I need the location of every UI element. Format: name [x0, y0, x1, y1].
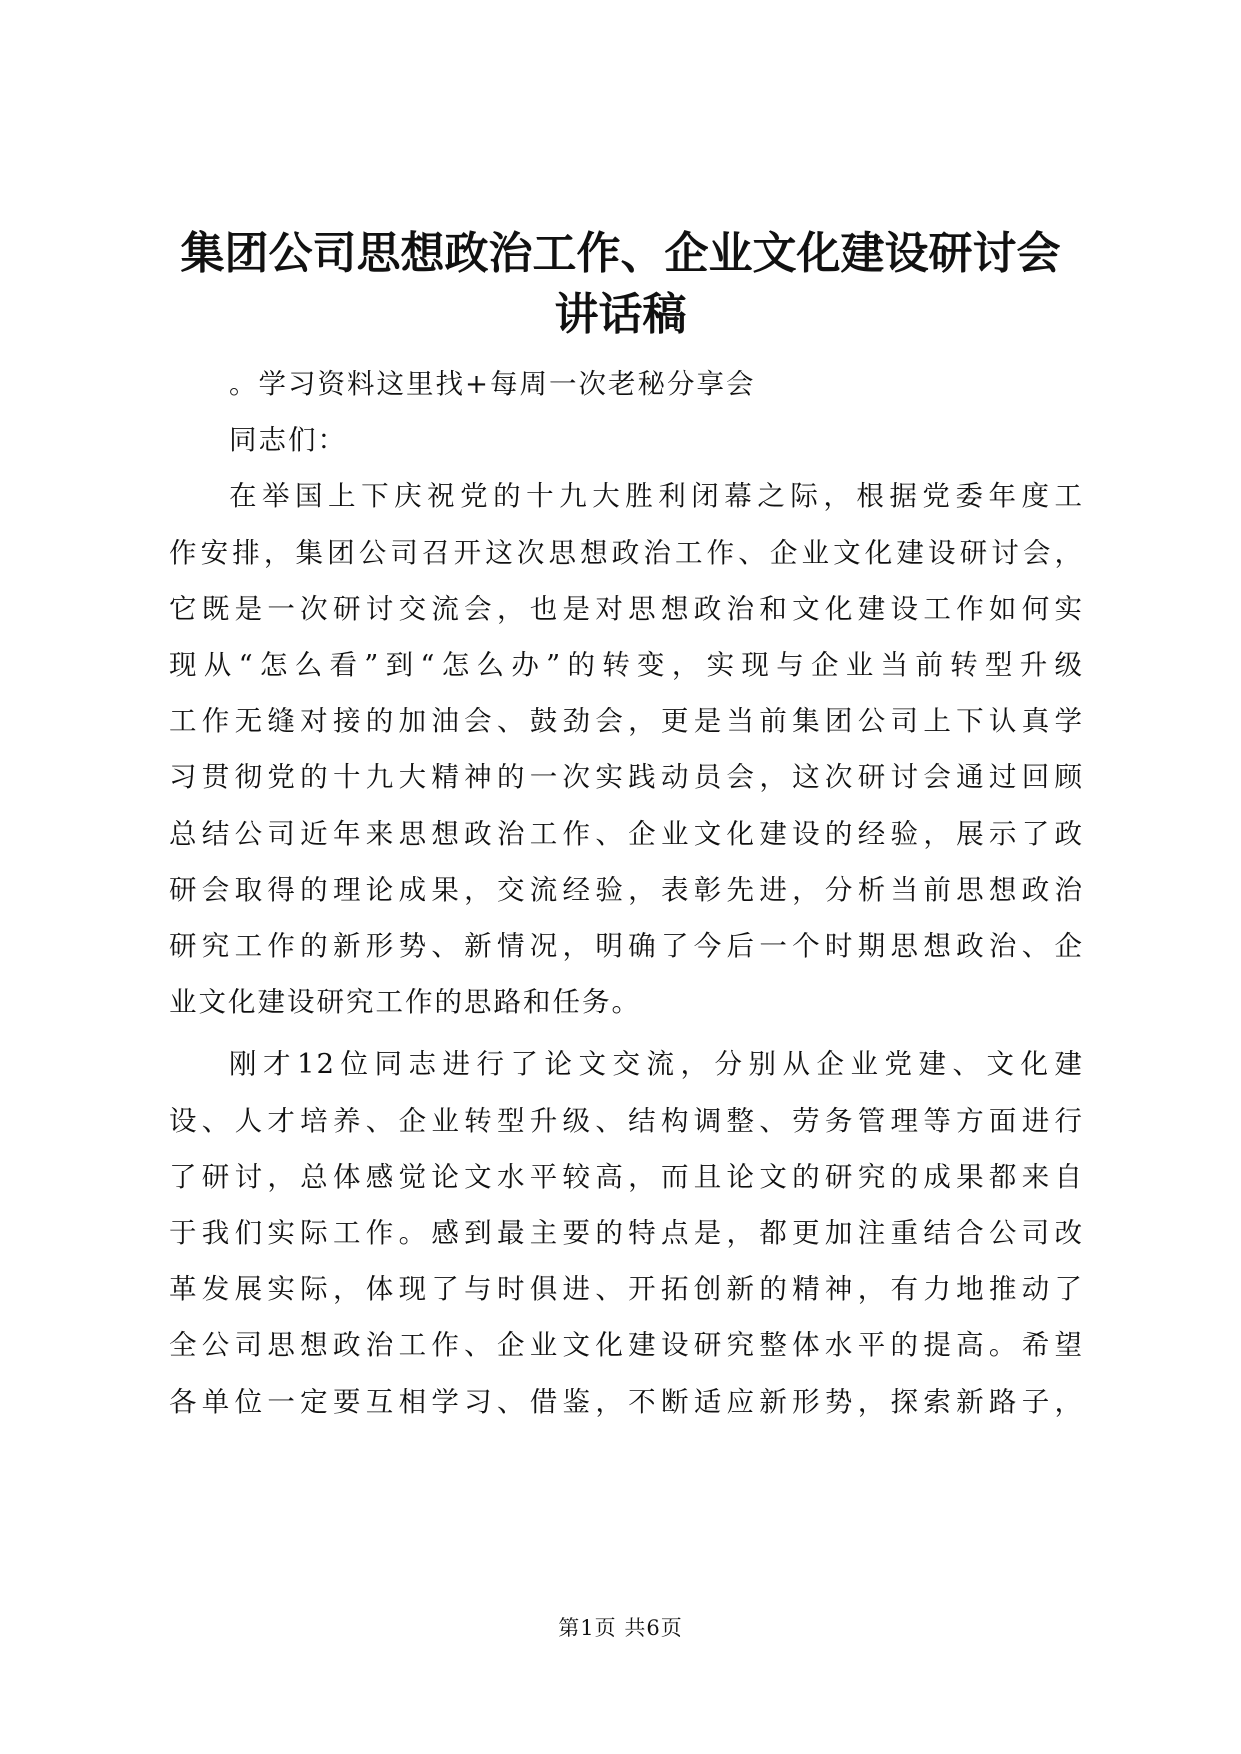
page-footer: 第1页 共6页 [558, 1616, 683, 1640]
paragraph-line: 刚才12位同志进行了论文交流，分别从企业党建、文化建 [229, 1048, 1084, 1081]
document-title-line-2: 讲话稿 [554, 289, 687, 340]
note-line: 。学习资料这里找+每周一次老秘分享会 [229, 368, 756, 400]
paragraph-line: 业文化建设研究工作的思路和任务。 [169, 986, 641, 1019]
paragraph-line: 作安排，集团公司召开这次思想政治工作、企业文化建设研讨会， [169, 536, 1084, 569]
paragraph-line: 习贯彻党的十九大精神的一次实践动员会，这次研讨会通过回顾 [169, 761, 1084, 794]
paragraph-line: 在举国上下庆祝党的十九大胜利闭幕之际，根据党委年度工 [229, 480, 1084, 513]
paragraph-line: 全公司思想政治工作、企业文化建设研究整体水平的提高。希望 [169, 1329, 1084, 1362]
paragraph-line: 研究工作的新形势、新情况，明确了今后一个时期思想政治、企 [169, 930, 1084, 963]
paragraph-line: 它既是一次研讨交流会，也是对思想政治和文化建设工作如何实 [169, 592, 1084, 625]
paragraph-line: 工作无缝对接的加油会、鼓劲会，更是当前集团公司上下认真学 [169, 705, 1084, 738]
paragraph-line: 于我们实际工作。感到最主要的特点是，都更加注重结合公司改 [169, 1217, 1084, 1250]
document-title-line-1: 集团公司思想政治工作、企业文化建设研讨会 [180, 228, 1061, 279]
paragraph-line: 革发展实际，体现了与时俱进、开拓创新的精神，有力地推动了 [169, 1273, 1084, 1306]
paragraph-line: 现从“怎么看”到“怎么办”的转变，实现与企业当前转型升级 [169, 649, 1084, 682]
paragraph-line: 各单位一定要互相学习、借鉴，不断适应新形势，探索新路子， [169, 1385, 1084, 1418]
paragraph-2 [169, 1036, 1084, 1429]
paragraph-line: 总结公司近年来思想政治工作、企业文化建设的经验，展示了政 [169, 817, 1084, 850]
paragraph-line: 设、人才培养、企业转型升级、结构调整、劳务管理等方面进行 [169, 1104, 1084, 1137]
paragraph-1 [169, 468, 1084, 1030]
salutation: 同志们： [229, 424, 347, 457]
paragraph-line: 研会取得的理论成果，交流经验，表彰先进，分析当前思想政治 [169, 873, 1084, 906]
paragraph-line: 了研讨，总体感觉论文水平较高，而且论文的研究的成果都来自 [169, 1160, 1084, 1193]
document-body [169, 356, 1084, 1430]
